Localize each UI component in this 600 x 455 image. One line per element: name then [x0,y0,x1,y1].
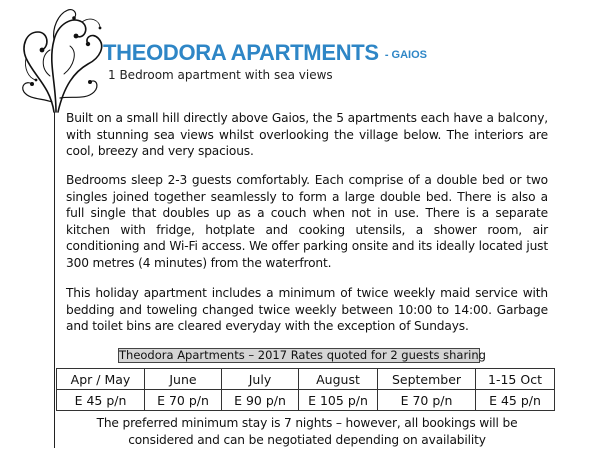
month-cell: 1-15 Oct [476,369,555,390]
minimum-stay-note: The preferred minimum stay is 7 nights – however, all bookings will be considered and can be negotiated depending on availability [96,416,518,447]
description-paragraph-1: Built on a small hill directly above Gaios, the 5 apartments each have a balcony, with stunning sea views whilst overlooking the village below. The interiors are cool, breezy and very spacious. [66,111,548,158]
price-cell: E 70 p/n [145,390,222,411]
price-cell: E 70 p/n [378,390,476,411]
price-cell: E 45 p/n [57,390,145,411]
title-location: - GAIOS [384,49,427,61]
price-cell: E 105 p/n [299,390,378,411]
month-cell: Apr / May [57,369,145,390]
price-cell: E 90 p/n [222,390,299,411]
rates-header-row [57,369,555,390]
page-subtitle: 1 Bedroom apartment with sea views [108,68,333,82]
page-title [103,40,427,66]
decorative-swirl-icon [20,6,108,118]
month-cell: July [222,369,299,390]
rates-caption: Theodora Apartments – 2017 Rates quoted for 2 guests sharing [119,348,486,362]
price-cell: E 45 p/n [476,390,555,411]
month-cell: August [299,369,378,390]
month-cell: June [145,369,222,390]
description-paragraph-3: This holiday apartment includes a minimum of twice weekly maid service with bedding and toweling changed twice weekly between 10:00 to 14:00. Garbage and toilet bins are cleared everyday with the exception of Sundays. [66,286,548,333]
rates-table [56,368,555,411]
description-paragraph-2: Bedrooms sleep 2-3 guests comfortably. Each comprise of a double bed or two singles joined together seamlessly to form a large double bed. There is also a full single that doubles up as a couch when not in use. There is a separate kitchen with fridge, hotplate and cooking utensils, a shower room, air conditioning and Wi-Fi access. We offer parking onsite and its ideally located just 300 metres (4 minutes) from the waterfront. [66,173,548,270]
month-cell: September [378,369,476,390]
rates-price-row [57,390,555,411]
vertical-divider-line [54,112,55,448]
title-text: THEODORA APARTMENTS [103,40,379,65]
